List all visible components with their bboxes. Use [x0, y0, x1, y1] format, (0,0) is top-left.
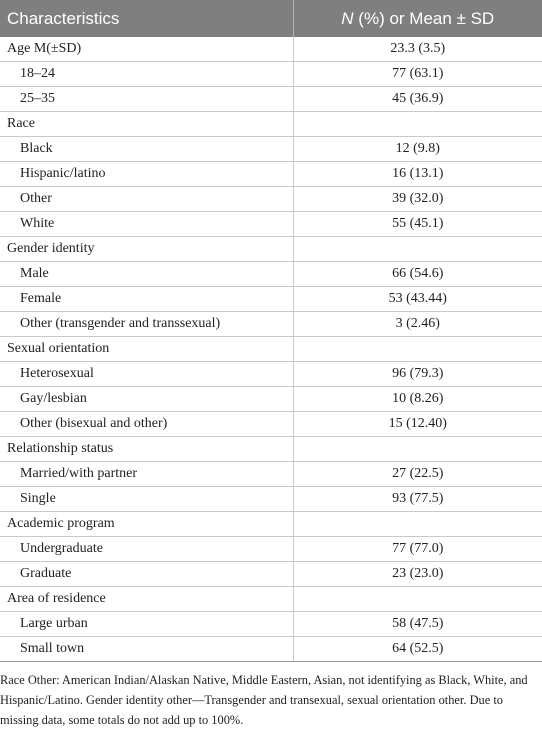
row-value: 93 (77.5): [293, 487, 542, 512]
row-value: 58 (47.5): [293, 612, 542, 637]
table-section-row: [0, 337, 542, 362]
row-value: [293, 587, 542, 612]
row-label: Hispanic/latino: [0, 162, 293, 187]
row-label: Age M(±SD): [0, 37, 293, 62]
header-characteristics: Characteristics: [0, 0, 293, 37]
table-row: [0, 212, 542, 237]
table-row: [0, 87, 542, 112]
table-section-row: [0, 112, 542, 137]
row-label: Gender identity: [0, 237, 293, 262]
row-label: Other: [0, 187, 293, 212]
row-label: Female: [0, 287, 293, 312]
row-value: 16 (13.1): [293, 162, 542, 187]
row-value: 55 (45.1): [293, 212, 542, 237]
row-label: Gay/lesbian: [0, 387, 293, 412]
row-value: 12 (9.8): [293, 137, 542, 162]
table-row: [0, 537, 542, 562]
row-value: 15 (12.40): [293, 412, 542, 437]
table-row: [0, 362, 542, 387]
row-label: Large urban: [0, 612, 293, 637]
row-label: Race: [0, 112, 293, 137]
row-value: [293, 237, 542, 262]
table-row: [0, 262, 542, 287]
row-value: [293, 437, 542, 462]
row-label: Other (bisexual and other): [0, 412, 293, 437]
row-value: 66 (54.6): [293, 262, 542, 287]
row-label: 25–35: [0, 87, 293, 112]
row-value: 10 (8.26): [293, 387, 542, 412]
row-label: Academic program: [0, 512, 293, 537]
table-row: [0, 562, 542, 587]
table-footnote: Race Other: American Indian/Alaskan Native, Middle Eastern, Asian, not identifying as Black, White, and Hispanic/Latino. Gender identity other—Transgender and transexual, sexual orientation other. Due to missing data, some totals do not add up to 100%.: [0, 673, 528, 727]
row-label: Area of residence: [0, 587, 293, 612]
row-value: [293, 337, 542, 362]
row-label: Other (transgender and transsexual): [0, 312, 293, 337]
row-value: 77 (63.1): [293, 62, 542, 87]
table-section-row: [0, 512, 542, 537]
table-section-row: [0, 437, 542, 462]
row-label: Male: [0, 262, 293, 287]
table-section-row: [0, 587, 542, 612]
row-label: Black: [0, 137, 293, 162]
table-section-row: [0, 237, 542, 262]
row-label: Small town: [0, 637, 293, 662]
header-n-rest: (%) or Mean ± SD: [353, 8, 495, 28]
row-value: 53 (43.44): [293, 287, 542, 312]
table-row: [0, 462, 542, 487]
table-header-row: [0, 0, 542, 37]
table-row: [0, 612, 542, 637]
row-value: [293, 512, 542, 537]
row-label: Graduate: [0, 562, 293, 587]
table-row: [0, 312, 542, 337]
row-value: 3 (2.46): [293, 312, 542, 337]
header-n-italic: N: [341, 8, 354, 28]
row-label: Heterosexual: [0, 362, 293, 387]
table-row: [0, 487, 542, 512]
table-row: [0, 287, 542, 312]
table-row: [0, 162, 542, 187]
row-value: 23.3 (3.5): [293, 37, 542, 62]
table-row: [0, 187, 542, 212]
table-row: [0, 62, 542, 87]
table-section-row: [0, 37, 542, 62]
header-n-percent-mean-sd: [293, 0, 542, 37]
row-label: Sexual orientation: [0, 337, 293, 362]
row-value: 77 (77.0): [293, 537, 542, 562]
row-label: 18–24: [0, 62, 293, 87]
row-value: 96 (79.3): [293, 362, 542, 387]
row-value: 64 (52.5): [293, 637, 542, 662]
table-body: [0, 37, 542, 662]
table-row: [0, 412, 542, 437]
row-value: [293, 112, 542, 137]
row-label: Single: [0, 487, 293, 512]
row-label: White: [0, 212, 293, 237]
table-row: [0, 637, 542, 662]
row-label: Married/with partner: [0, 462, 293, 487]
row-value: 23 (23.0): [293, 562, 542, 587]
row-value: 39 (32.0): [293, 187, 542, 212]
row-value: 45 (36.9): [293, 87, 542, 112]
table-row: [0, 387, 542, 412]
row-value: 27 (22.5): [293, 462, 542, 487]
row-label: Undergraduate: [0, 537, 293, 562]
row-label: Relationship status: [0, 437, 293, 462]
table-row: [0, 137, 542, 162]
